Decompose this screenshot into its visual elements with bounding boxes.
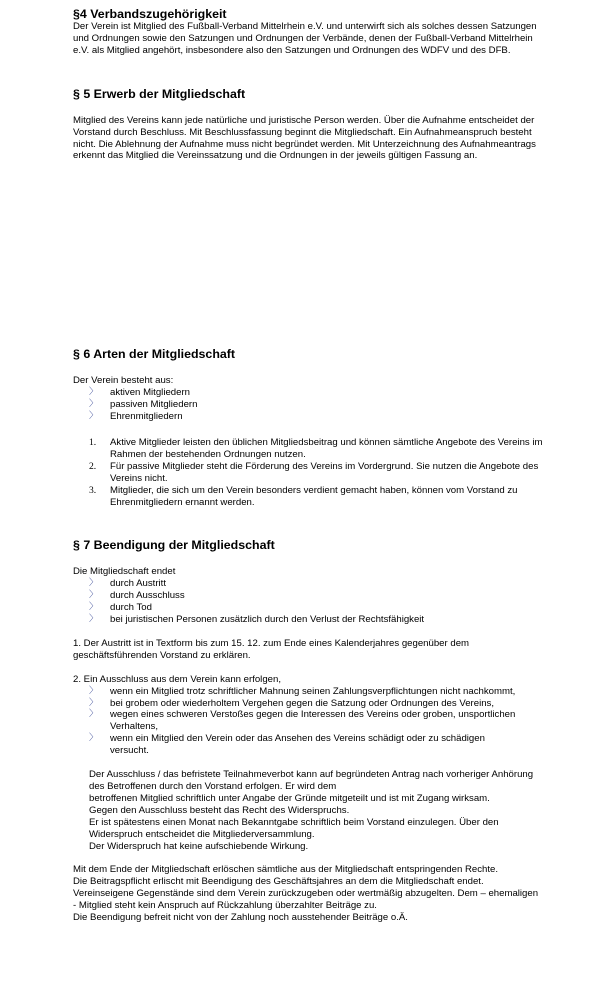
list-item: 〉 bei juristischen Personen zusätzlich durch den Verlust der Rechtsfähigkeit — [89, 614, 425, 626]
list-item: 〉 wegen eines schweren Verstoßes gegen die Interessen des Vereins oder groben, unsportlichen Verhaltens, — [89, 709, 516, 733]
section-4-title: §4 Verbandszugehörigkeit — [73, 7, 227, 21]
list-item: 〉 wenn ein Mitglied trotz schriftlicher Mahnung seinen Zahlungsverpflichtungen nicht nachkommt, — [89, 685, 516, 697]
bullet-chevron-icon: 〉 — [89, 399, 99, 410]
list-item: 3. Mitglieder, die sich um den Verein besonders verdient gemacht haben, können vom Vorstand zu Ehrenmitgliedern ernannt werden. — [89, 484, 518, 508]
list-item: 〉 durch Tod — [89, 602, 152, 614]
section-5-text: Mitglied des Vereins kann jede natürliche und juristische Person werden. Über die Aufnahme entscheidet der Vorstand durch Beschluss. Mit Beschlussfassung beginnt die Mitgliedschaft. Ein Aufnahmeanspruch besteht nicht. Die Ablehnung der Aufnahme muss nicht begründet werden. Mit Unterzeichnung des Aufnahmeantrags erkennt das Mitglied die Vereinssatzung und die Ordnungen in der jeweils gültigen Fassung an. — [73, 114, 536, 162]
section-7-ausschluss: 2. Ein Ausschluss aus dem Verein kann erfolgen, — [73, 673, 281, 685]
bullet-chevron-icon: 〉 — [89, 387, 99, 398]
section-7-consequences: Mit dem Ende der Mitgliedschaft erlöschen sämtliche aus der Mitgliedschaft entspringenden Rechte. Die Beitragspflicht erlischt mit Beendigung des Geschäftsjahres an dem die Mitgliedschaft endet. Vereinseigene Gegenstände sind dem Verein zurückzugeben oder wertmäßig abzugelten. Dem – ehemaligen - Mitglied steht kein Anspruch auf Rückzahlung überzahlter Beiträge zu. Die Beendigung befreit nicht von der Zahlung noch ausstehender Beiträge o.Ä. — [73, 864, 539, 924]
bullet-chevron-icon: 〉 — [89, 578, 99, 589]
list-item: 〉 durch Austritt — [89, 578, 166, 590]
list-item: 〉 bei grobem oder wiederholtem Vergehen gegen die Satzung oder Ordnungen des Vereins, — [89, 697, 495, 709]
section-7-intro: Die Mitgliedschaft endet — [73, 566, 176, 578]
list-item: 〉 Ehrenmitgliedern — [89, 411, 183, 423]
section-7-reason-list — [73, 686, 519, 757]
section-5-title: § 5 Erwerb der Mitgliedschaft — [73, 86, 246, 101]
section-7-title: § 7 Beendigung der Mitgliedschaft — [73, 538, 275, 553]
list-item: 〉 durch Ausschluss — [89, 590, 185, 602]
bullet-chevron-icon: 〉 — [89, 614, 99, 625]
list-item: 1. Aktive Mitglieder leisten den üblichen Mitgliedsbeitrag und können sämtliche Angebote des Vereins im Rahmen der bestehenden Ordnungen nutzen. — [89, 436, 543, 460]
section-6-title: § 6 Arten der Mitgliedschaft — [73, 347, 236, 362]
bullet-chevron-icon: 〉 — [89, 685, 99, 696]
bullet-chevron-icon: 〉 — [89, 590, 99, 601]
list-item: 〉 wenn ein Mitglied den Verein oder das Ansehen des Vereins schädigt oder zu schädigen versucht. — [89, 733, 485, 757]
bullet-chevron-icon: 〉 — [89, 602, 99, 613]
section-7-procedure: Der Ausschluss / das befristete Teilnahmeverbot kann auf begründeten Antrag nach vorheriger Anhörung des Betroffenen durch den Vorstand erfolgen. Er wird dem betroffenen Mitglied schriftlich unter Angabe der Gründe mitgeteilt und ist mit Zugang wirksam. Gegen den Ausschluss besteht das Recht des Widerspruchs. Er ist spätestens einen Monat nach Bekanntgabe schriftlich beim Vorstand einzulegen. Über den Widerspruch entscheidet die Mitgliederversammlung. Der Widerspruch hat keine aufschiebende Wirkung. — [89, 769, 534, 852]
section-6-intro: Der Verein besteht aus: — [73, 375, 174, 387]
bullet-chevron-icon: 〉 — [89, 733, 99, 744]
list-item: 2. Für passive Mitglieder steht die Förderung des Vereins im Vordergrund. Sie nutzen die Angebote des Vereins nicht. — [89, 460, 539, 484]
list-item: 〉 passiven Mitgliedern — [89, 399, 198, 411]
bullet-chevron-icon: 〉 — [89, 697, 99, 708]
document-page — [73, 7, 573, 924]
section-7-austritt: 1. Der Austritt ist in Textform bis zum 15. 12. zum Ende eines Kalenderjahres gegenüber dem geschäftsführenden Vorstand zu erklären. — [73, 637, 470, 661]
section-7-bullet-list — [73, 578, 573, 626]
section-6-bullet-list — [73, 387, 573, 423]
bullet-chevron-icon: 〉 — [89, 411, 99, 422]
list-item: 〉 aktiven Mitgliedern — [89, 387, 190, 399]
section-4-text: Der Verein ist Mitglied des Fußball-Verband Mittelrhein e.V. und unterwirft sich als solches dessen Satzungen und Ordnungen sowie den Satzungen und Ordnungen der Verbände, denen der Fußball-Verband Mittelrhein e.V. als Mitglied angehört, insbesondere also den Satzungen und Ordnungen des WDFV und des DFB. — [73, 21, 537, 56]
section-6-numbered-list — [73, 437, 559, 508]
bullet-chevron-icon: 〉 — [89, 709, 99, 720]
